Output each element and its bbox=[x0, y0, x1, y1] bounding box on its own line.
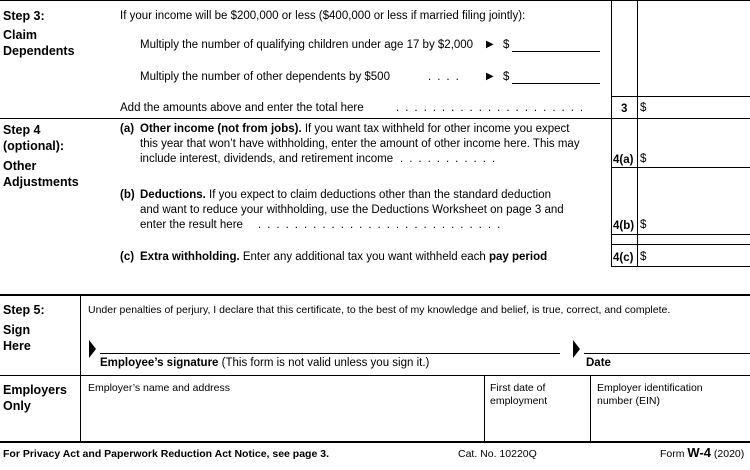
dollar-sign: $ bbox=[503, 71, 510, 83]
children-amount-field[interactable] bbox=[512, 51, 600, 52]
step3-heading: Step 3: bbox=[3, 9, 45, 23]
date-label: Date bbox=[586, 357, 611, 369]
footer-rule bbox=[0, 441, 750, 443]
item-b-line-2: and want to reduce your withholding, use the Deductions Worksheet on page 3 and bbox=[140, 204, 564, 216]
employer-name-field[interactable] bbox=[81, 376, 483, 441]
step3-other-line: Multiply the number of other dependents by $500 bbox=[140, 71, 390, 83]
employee-signature-field[interactable] bbox=[100, 353, 560, 354]
item-a-line-1: Other income (not from jobs). If you want tax withheld for other income you expect bbox=[140, 123, 570, 135]
arrow-right-icon: ▶ bbox=[486, 39, 494, 50]
row-divider bbox=[611, 244, 750, 245]
line-number-4a: 4(a) bbox=[613, 154, 634, 166]
dollar-sign: $ bbox=[640, 153, 647, 165]
item-c-line: Extra withholding. Enter any additional tax you want withheld each pay period bbox=[140, 251, 548, 263]
first-date-field[interactable] bbox=[485, 376, 589, 441]
leader-dots: ........................... bbox=[258, 219, 507, 231]
item-a-label: (a) bbox=[120, 123, 135, 135]
item-b-line-1: Deductions. If you expect to claim deductions other than the standard deduction bbox=[140, 189, 552, 201]
step3-title-2: Dependents bbox=[3, 44, 75, 58]
line-number-4b: 4(b) bbox=[613, 220, 635, 232]
employer-name-label: Employer’s name and address bbox=[88, 382, 231, 394]
dollar-sign: $ bbox=[640, 102, 647, 114]
perjury-declaration: Under penalties of perjury, I declare that this certificate, to the best of my knowledge and belief, is true, correct, and complete. bbox=[88, 304, 671, 316]
extra-withholding-field[interactable] bbox=[648, 244, 750, 266]
item-b-label: (b) bbox=[120, 189, 135, 201]
date-field[interactable] bbox=[584, 353, 750, 354]
item-b-line-3: enter the result here bbox=[140, 219, 243, 231]
step3-title-1: Claim bbox=[3, 28, 38, 42]
item-a-line-2: this year that won’t have withholding, enter the amount of other income here. This may bbox=[140, 138, 580, 150]
step3-children-line: Multiply the number of qualifying children under age 17 by $2,000 bbox=[140, 39, 474, 51]
dollar-sign: $ bbox=[640, 251, 647, 263]
deductions-field[interactable] bbox=[648, 212, 750, 234]
step3-total-field[interactable] bbox=[648, 96, 750, 118]
row-divider bbox=[611, 167, 750, 168]
arrow-right-icon: ▶ bbox=[486, 71, 494, 82]
row-divider bbox=[611, 266, 750, 267]
row-divider bbox=[611, 234, 750, 235]
other-dependents-amount-field[interactable] bbox=[512, 83, 600, 84]
ein-label-1: Employer identification bbox=[597, 382, 703, 394]
step5-heading: Step 5: bbox=[3, 303, 45, 317]
ein-field[interactable] bbox=[591, 376, 750, 441]
signature-arrow-icon bbox=[89, 340, 96, 358]
step4-optional: (optional): bbox=[3, 139, 65, 153]
step4-title-2: Adjustments bbox=[3, 175, 79, 189]
column-divider bbox=[637, 0, 638, 118]
step3-total-line: Add the amounts above and enter the total here bbox=[120, 102, 364, 114]
first-date-label-1: First date of bbox=[490, 382, 546, 394]
row-divider bbox=[611, 96, 750, 97]
employers-heading-2: Only bbox=[3, 399, 31, 413]
section-rule-thick bbox=[0, 294, 750, 296]
catalog-number: Cat. No. 10220Q bbox=[458, 448, 537, 460]
step5-title-2: Here bbox=[3, 339, 31, 353]
leader-dots: ........... bbox=[400, 153, 502, 165]
line-number-3: 3 bbox=[621, 103, 628, 115]
privacy-notice: For Privacy Act and Paperwork Reduction Act Notice, see page 3. bbox=[3, 448, 329, 460]
column-divider bbox=[611, 0, 612, 118]
date-arrow-icon bbox=[573, 340, 580, 358]
employers-heading-1: Employers bbox=[3, 383, 67, 397]
step5-title-1: Sign bbox=[3, 323, 31, 337]
step3-intro: If your income will be $200,000 or less ($400,000 or less if married filing jointly): bbox=[120, 10, 526, 22]
leader-dots: .... bbox=[428, 71, 465, 83]
other-income-field[interactable] bbox=[648, 145, 750, 167]
dollar-sign: $ bbox=[640, 219, 647, 231]
item-a-line-3: include interest, dividends, and retirement income bbox=[140, 153, 394, 165]
leader-dots: ..................... bbox=[396, 102, 590, 114]
dollar-sign: $ bbox=[503, 39, 510, 51]
form-id: Form W-4 (2020) bbox=[660, 445, 745, 460]
item-c-label: (c) bbox=[120, 251, 135, 263]
signature-label: Employee’s signature (This form is not valid unless you sign it.) bbox=[100, 357, 430, 369]
step4-title-1: Other bbox=[3, 159, 37, 173]
line-number-4c: 4(c) bbox=[613, 252, 634, 264]
ein-label-2: number (EIN) bbox=[597, 395, 661, 407]
first-date-label-2: employment bbox=[490, 395, 548, 407]
step4-heading: Step 4 bbox=[3, 123, 41, 137]
